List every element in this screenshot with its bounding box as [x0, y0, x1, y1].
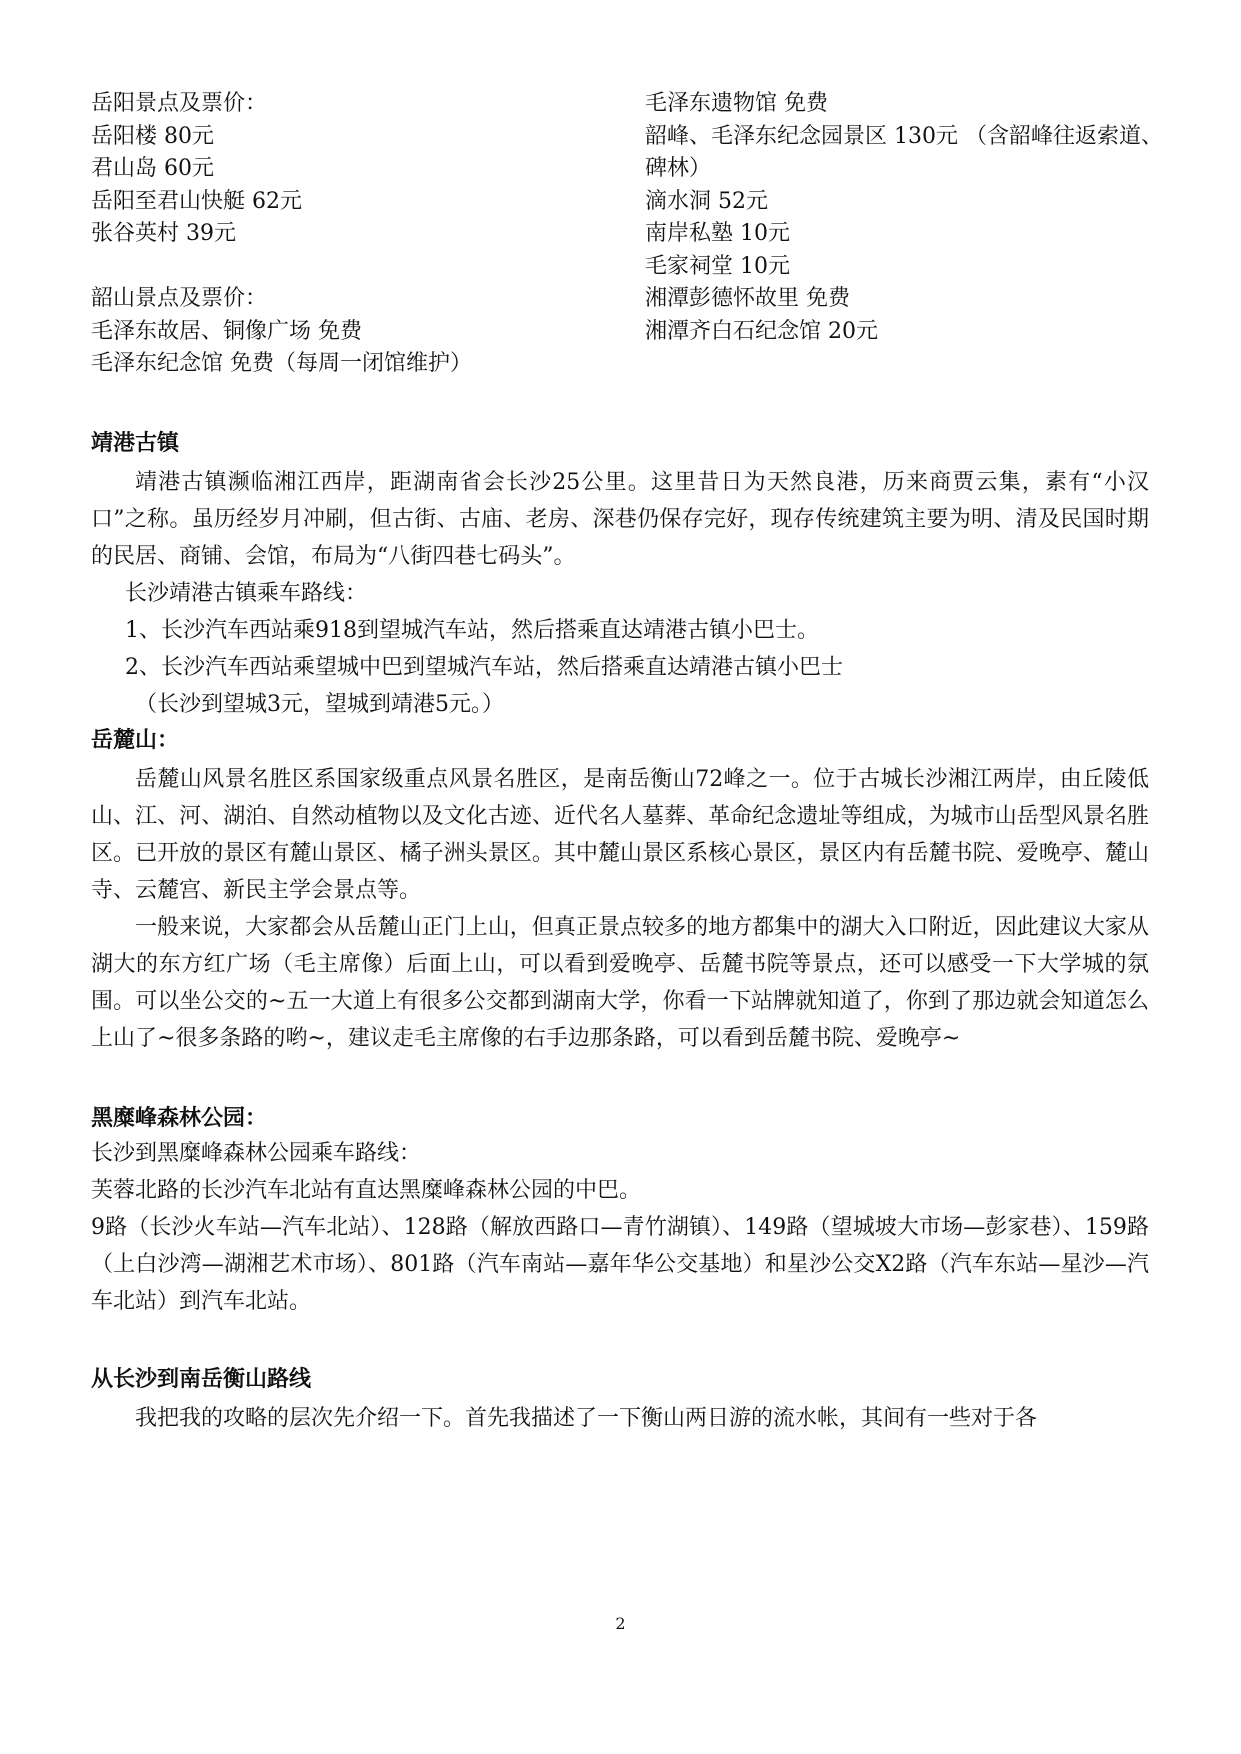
shaoshan-heading: 韶山景点及票价： [91, 286, 268, 311]
price-item: 张谷英村 39元 [91, 221, 236, 246]
right-column [645, 88, 1171, 348]
yuelu-paragraph-1: 岳麓山风景名胜区系国家级重点风景名胜区，是南岳衡山72峰之一。位于古城长沙湘江两岸，由丘陵低山、江、河、湖泊、自然动植物以及文化古迹、近代名人墓葬、革命纪念遗址等组成，为城市山岳型风景名胜区。已开放的景区有麓山景区、橘子洲头景区。其中麓山景区系核心景区，景区内有岳麓书院、爱晚亭、麓山寺、云麓宫、新民主学会景点等。 [91, 767, 1149, 903]
jinggang-route-title: 长沙靖港古镇乘车路线： [125, 581, 368, 606]
price-item: 毛家祠堂 10元 [645, 253, 790, 279]
price-item: 湘潭齐白石纪念馆 20元 [645, 318, 878, 344]
section-title-heimifeng: 黑糜峰森林公园： [91, 1106, 268, 1131]
price-item: 滴水洞 52元 [645, 188, 768, 214]
page-number: 2 [615, 1614, 626, 1633]
jinggang-intro: 靖港古镇濒临湘江西岸，距湖南省会长沙25公里。这里昔日为天然良港，历来商贾云集，素有“小汉口”之称。虽历经岁月冲刷，但古街、古庙、老房、深巷仍保存完好，现存传统建筑主要为明、清及民国时期的民居、商铺、会馆，布局为“八街四巷七码头”。 [91, 470, 1149, 569]
heimifeng-bus-routes: 9路（长沙火车站—汽车北站）、128路（解放西路口—青竹湖镇）、149路（望城坡大市场—彭家巷）、159路（上白沙湾—湖湘艺术市场）、801路（汽车南站—嘉年华公交基地）和星沙公交X2路（汽车东站—星沙—汽车北站）到汽车北站。 [91, 1215, 1149, 1314]
heimifeng-line-1: 长沙到黑糜峰森林公园乘车路线： [91, 1141, 422, 1166]
jinggang-route-2: 2、长沙汽车西站乘望城中巴到望城汽车站，然后搭乘直达靖港古镇小巴士 [125, 655, 843, 680]
yuelu-paragraph-2: 一般来说，大家都会从岳麓山正门上山，但真正景点较多的地方都集中的湖大入口附近，因此建议大家从湖大的东方红广场（毛主席像）后面上山，可以看到爱晚亭、岳麓书院等景点，还可以感受一下大学城的氛围。可以坐公交的~五一大道上有很多公交都到湖南大学，你看一下站牌就知道了，你到了那边就会知道怎么上山了~很多条路的哟~，建议走毛主席像的右手边那条路，可以看到岳麓书院、爱晚亭~ [91, 915, 1149, 1051]
blank-line [91, 251, 611, 284]
jinggang-fare-note: （长沙到望城3元，望城到靖港5元。） [135, 692, 504, 717]
price-item: 韶峰、毛泽东纪念园景区 130元 （含韶峰往返索道、碑林） [645, 123, 1163, 181]
price-item: 南岸私塾 10元 [645, 221, 790, 246]
price-item: 毛泽东故居、铜像广场 免费 [91, 318, 362, 344]
price-item: 湘潭彭德怀故里 免费 [645, 286, 850, 311]
price-item: 岳阳楼 80元 [91, 123, 214, 149]
price-item: 君山岛 60元 [91, 156, 214, 181]
hengshan-paragraph-1: 我把我的攻略的层次先介绍一下。首先我描述了一下衡山两日游的流水帐，其间有一些对于各 [135, 1406, 1038, 1431]
heimifeng-line-2: 芙蓉北路的长沙汽车北站有直达黑糜峰森林公园的中巴。 [91, 1178, 642, 1203]
section-title-jinggang: 靖港古镇 [91, 431, 180, 456]
jinggang-route-1: 1、长沙汽车西站乘918到望城汽车站，然后搭乘直达靖港古镇小巴士。 [125, 618, 819, 643]
main-body [91, 428, 1149, 1437]
left-column [91, 88, 611, 381]
section-title-yuelu: 岳麓山： [91, 728, 180, 753]
section-title-hengshan: 从长沙到南岳衡山路线 [91, 1367, 312, 1392]
yueyang-heading: 岳阳景点及票价： [91, 91, 268, 116]
price-item: 毛泽东遗物馆 免费 [645, 91, 828, 116]
price-item: 岳阳至君山快艇 62元 [91, 188, 302, 214]
price-item: 毛泽东纪念馆 免费（每周一闭馆维护） [91, 351, 472, 376]
